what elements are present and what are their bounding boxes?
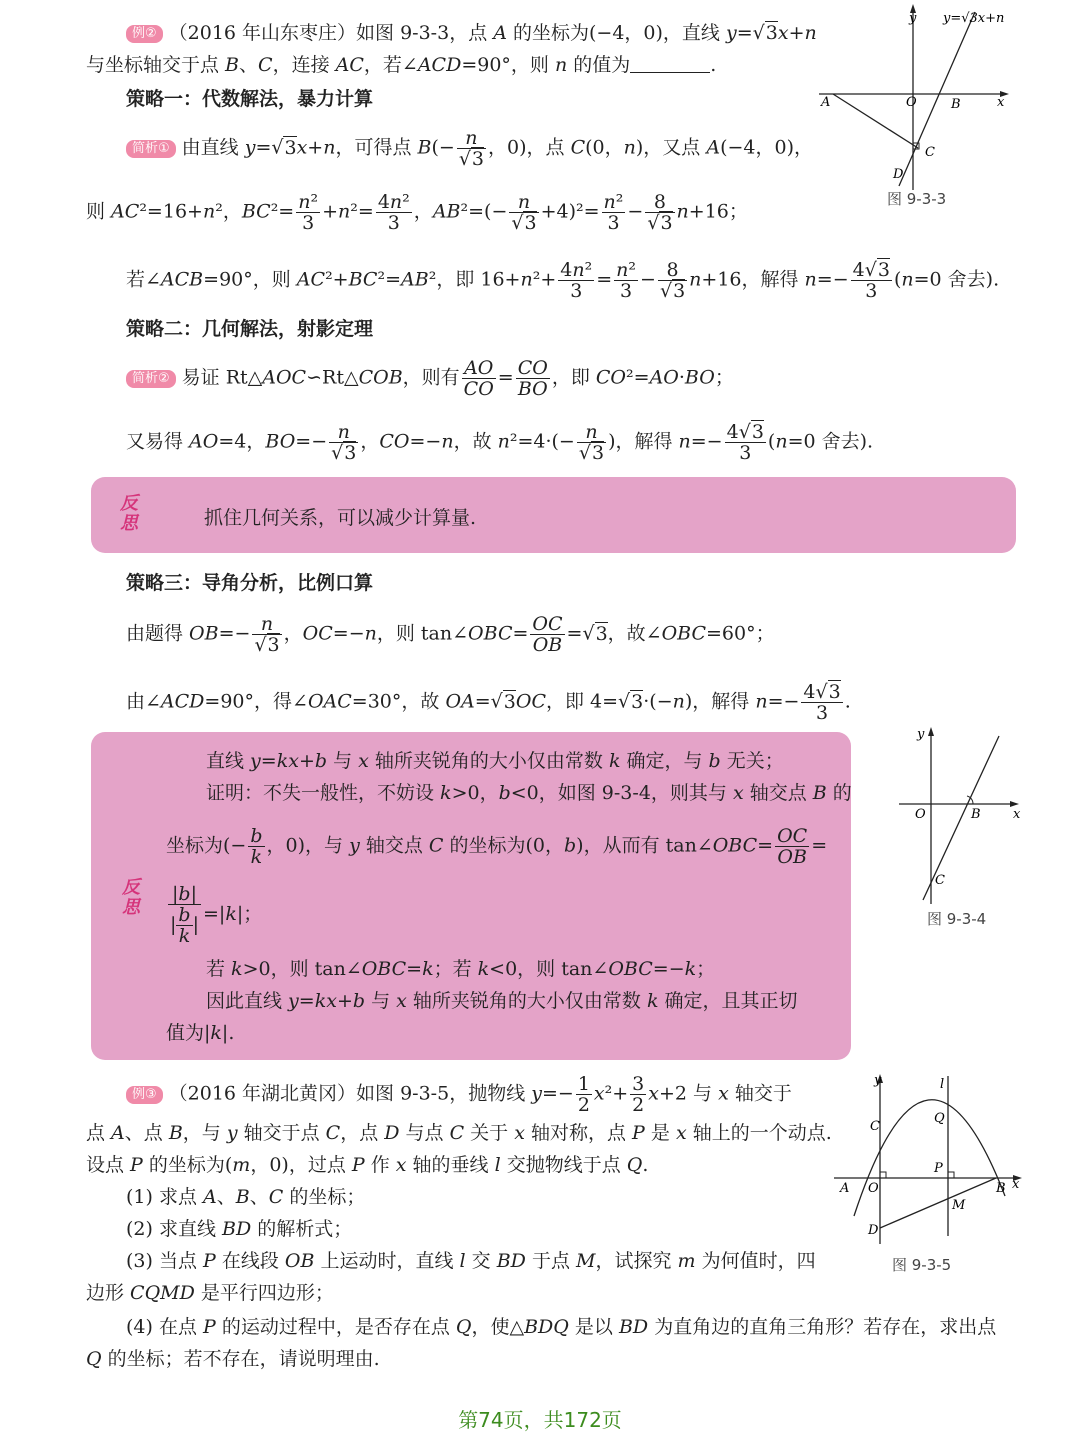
svg-text:y: y [874,1073,882,1088]
question-4b: Q 的坐标；若不存在，请说明理由. [86,1348,380,1370]
analysis-tag: 简析① [126,140,176,158]
svg-text:B: B [951,97,961,112]
strategy1-line2: 则 AC²=16+n²，BC²= $\frac{\text{n²}}{3}$ +n²= $\frac{\text{4n²}}{3}$ ，AB²=(− $\frac{n}{√3}$ +4)²= $\frac{\text{n²}}{3}$ − $\frac{8}{√3}$ n+16； [86,191,748,234]
reflection-text: 抓住几何关系，可以减少计算量. [204,507,477,529]
example-tag: 例② [126,25,163,43]
svg-text:y: y [917,727,925,742]
reflect2-line4: |b| | $\frac{b}{k}$ | =|k|； [170,883,263,947]
svg-text:D: D [893,167,904,182]
example3-line1: 例③ （2016 年湖北黄冈）如图 9-3-5，抛物线 y=− $\frac{1}{2}$ x²+ $\frac{3}{2}$ x+2 与 x 轴交于 [126,1074,792,1115]
question-3a: (3) 当点 P 在线段 OB 上运动时，直线 l 交 BD 于点 M，试探究 m 为何值时，四 [126,1250,816,1272]
strategy3-line1: 由题得 OB=− $\frac{n}{√3}$ ，OC=−n，则 tan∠OBC= $\frac{OC}{OB}$ =√3，故∠OBC=60°； [126,613,775,656]
analysis-tag: 简析② [126,370,176,388]
reflect2-line5: 若 k>0，则 tan∠OBC=k；若 k<0，则 tan∠OBC=−k； [206,958,716,980]
svg-text:D: D [868,1223,879,1238]
strategy1-line3: 若∠ACB=90°，则 AC²+BC²=AB²，即 16+n²+ $\frac{\text{4n²}}{3}$ = $\frac{\text{n²}}{3}$ − $\frac{8}{√3}$ n+16，解得 n=− $\frac{4√3}{3}$ (n=0 舍去). [126,259,1000,302]
figure-caption: 图 9-3-3 [887,190,947,208]
example2-line2: 与坐标轴交于点 B、C，连接 AC，若∠ACD=90°，则 n 的值为 . [86,54,717,76]
strategy2-title: 策略二：几何解法，射影定理 [126,318,374,340]
strategy3-line2: 由∠ACD=90°，得∠OAC=30°，故 OA=√3OC，即 4=√3·(−n)，解得 n=− $\frac{4√3}{3}$ . [126,681,851,724]
strategy3-title: 策略三：导角分析，比例口算 [126,572,374,594]
reflect2-line7: 值为|k|. [166,1022,235,1044]
svg-text:C: C [935,873,945,888]
example-tag: 例③ [126,1086,163,1104]
question-3b: 边形 CQMD 是平行四边形； [86,1282,334,1304]
figure-caption: 图 9-3-5 [892,1256,952,1274]
svg-text:B: B [996,1181,1006,1196]
svg-text:x: x [997,95,1005,110]
figure-caption: 图 9-3-4 [927,910,987,928]
svg-text:l: l [940,1077,945,1092]
answer-blank [630,54,710,73]
svg-text:M: M [952,1198,966,1213]
reflection-label: 反 思 [120,493,138,534]
strategy1-line1: 简析① 由直线 y=√3x+n，可得点 B(− $\frac{n}{√3}$ ，0)，点 C(0，n)，又点 A(−4，0)， [126,128,813,169]
svg-text:P: P [934,1161,943,1176]
page-footer: 第74页，共172页 [458,1408,622,1432]
figure-9-3-5 [830,1066,1030,1246]
svg-text:O: O [915,807,926,822]
question-1: (1) 求点 A、B、C 的坐标； [126,1186,366,1208]
strategy2-line1: 简析② 易证 Rt△AOC∽Rt△COB，则有 $\frac{AO}{CO}$ = $\frac{CO}{BO}$ ，即 CO²=AO·BO； [126,358,734,399]
svg-text:A: A [821,95,831,110]
svg-text:O: O [906,95,917,110]
line-equation: y=√3x+n [943,11,1005,26]
reflect2-line6: 因此直线 y=kx+b 与 x 轴所夹锐角的大小仅由常数 k 确定，且其正切 [206,990,798,1012]
strategy2-line2: 又易得 AO=4，BO=− $\frac{n}{√3}$ ，CO=−n，故 n²=4·(− $\frac{n}{√3}$ )，解得 n=− $\frac{4√3}{3}$ (n=0 舍去). [126,421,874,464]
svg-text:C: C [870,1119,880,1134]
reflection-label: 反 思 [122,877,140,918]
example3-line2: 点 A、点 B，与 y 轴交于点 C，点 D 与点 C 关于 x 轴对称，点 P 是 x 轴上的一个动点. [86,1122,832,1144]
svg-text:C: C [925,145,935,160]
example2-line1: 例② （2016 年山东枣庄）如图 9-3-3，点 A 的坐标为(−4，0)，直线 y=√3x+n [126,20,817,46]
reflect2-line1: 直线 y=kx+b 与 x 轴所夹锐角的大小仅由常数 k 确定，与 b 无关； [206,750,784,772]
reflect2-line2: 证明：不失一般性，不妨设 k>0，b<0，如图 9-3-4，则其与 x 轴交点 B 的 [206,782,852,804]
svg-text:A: A [840,1181,850,1196]
svg-text:x: x [1013,807,1021,822]
figure-9-3-3 [815,0,1030,215]
svg-text:x: x [1012,1177,1020,1192]
example3-line3: 设点 P 的坐标为(m，0)，过点 P 作 x 轴的垂线 l 交抛物线于点 Q. [86,1154,649,1176]
svg-text:Q: Q [934,1111,945,1126]
svg-text:y: y [909,11,917,26]
strategy1-title: 策略一：代数解法，暴力计算 [126,88,374,110]
question-2: (2) 求直线 BD 的解析式； [126,1218,353,1240]
reflect2-line3: 坐标为(− $\frac{b}{k}$ ，0)，与 y 轴交点 C 的坐标为(0，b)，从而有 tan∠OBC= $\frac{OC}{OB}$ = [166,825,828,868]
figure-9-3-4 [895,722,1035,912]
svg-text:O: O [868,1181,879,1196]
svg-text:B: B [971,807,981,822]
question-4a: (4) 在点 P 的运动过程中，是否存在点 Q，使△BDQ 是以 BD 为直角边的直角三角形？若存在，求出点 [126,1316,997,1338]
